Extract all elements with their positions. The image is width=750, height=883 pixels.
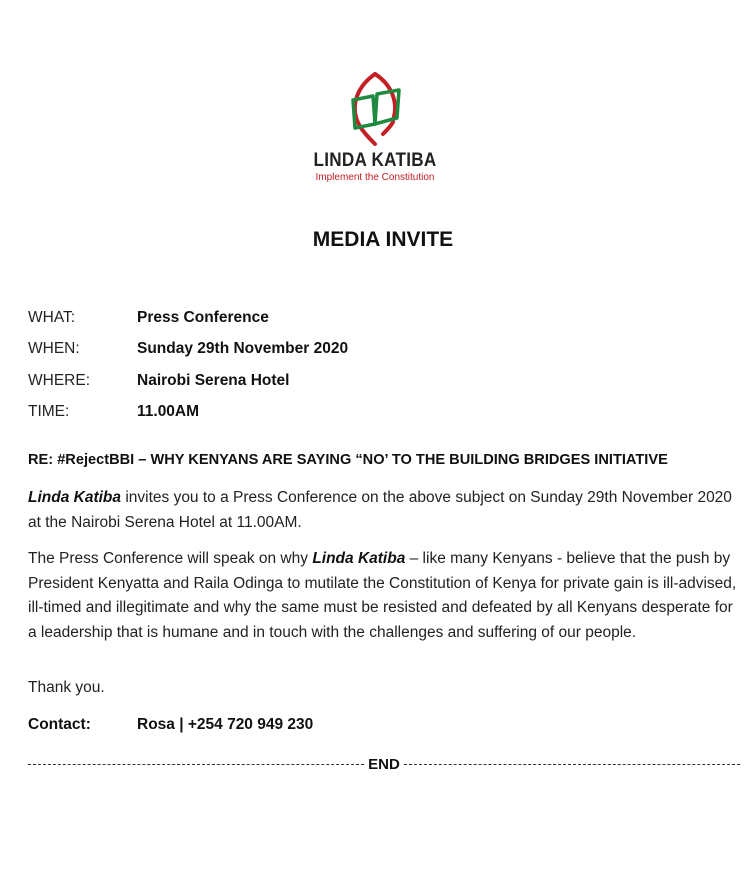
- contact-label: Contact:: [28, 716, 91, 733]
- dashed-rule: [28, 764, 364, 765]
- end-marker: END: [368, 755, 400, 773]
- detail-value: Sunday 29th November 2020: [137, 340, 349, 358]
- org-mention: Linda Katiba: [28, 489, 122, 506]
- invitation-paragraph: [28, 486, 740, 535]
- org-tagline: Implement the Constitution: [315, 172, 435, 183]
- paragraph-text: – like many Kenyans - believe that the push by President Kenyatta and Raila Odinga to mutilate the Constitution of Kenya for private gain is ill-advised, ill-timed and illegitimate and why the same must be resisted and defeated by all Kenyans desperate for a leadership that is humane and in touch with the challenges and suffering of our people.: [28, 550, 737, 641]
- header-logo: [0, 68, 750, 183]
- paragraph-text: invites you to a Press Conference on the above subject on Sunday 29th November 2020 at the Nairobi Serena Hotel at 11.00AM.: [28, 489, 732, 531]
- detail-row-time: [28, 397, 728, 429]
- contact-value: Rosa | +254 720 949 230: [137, 716, 314, 733]
- detail-row-what: [28, 302, 728, 334]
- detail-label: TIME:: [28, 403, 70, 421]
- detail-row-when: [28, 334, 728, 366]
- end-divider: [28, 753, 740, 775]
- detail-value: Nairobi Serena Hotel: [137, 371, 290, 389]
- dashed-rule: [404, 764, 740, 765]
- detail-value: 11.00AM: [137, 403, 200, 421]
- paragraph-text: The Press Conference will speak on why: [28, 550, 313, 567]
- detail-label: WHEN:: [28, 340, 80, 358]
- detail-label: WHAT:: [28, 308, 76, 326]
- closing-thanks: Thank you.: [28, 679, 105, 696]
- document-title: MEDIA INVITE: [312, 228, 454, 251]
- event-details: [28, 302, 728, 428]
- open-book-emblem-icon: [335, 68, 415, 148]
- detail-value: Press Conference: [137, 308, 269, 326]
- subject-line: RE: #RejectBBI – WHY KENYANS ARE SAYING “NO’ TO THE BUILDING BRIDGES INITIATIVE: [28, 452, 668, 468]
- org-mention: Linda Katiba: [312, 550, 406, 567]
- org-name: LINDA KATIBA: [313, 150, 437, 171]
- detail-row-where: [28, 365, 728, 397]
- detail-label: WHERE:: [28, 371, 90, 389]
- contact-line: [28, 716, 313, 734]
- purpose-paragraph: [28, 547, 740, 645]
